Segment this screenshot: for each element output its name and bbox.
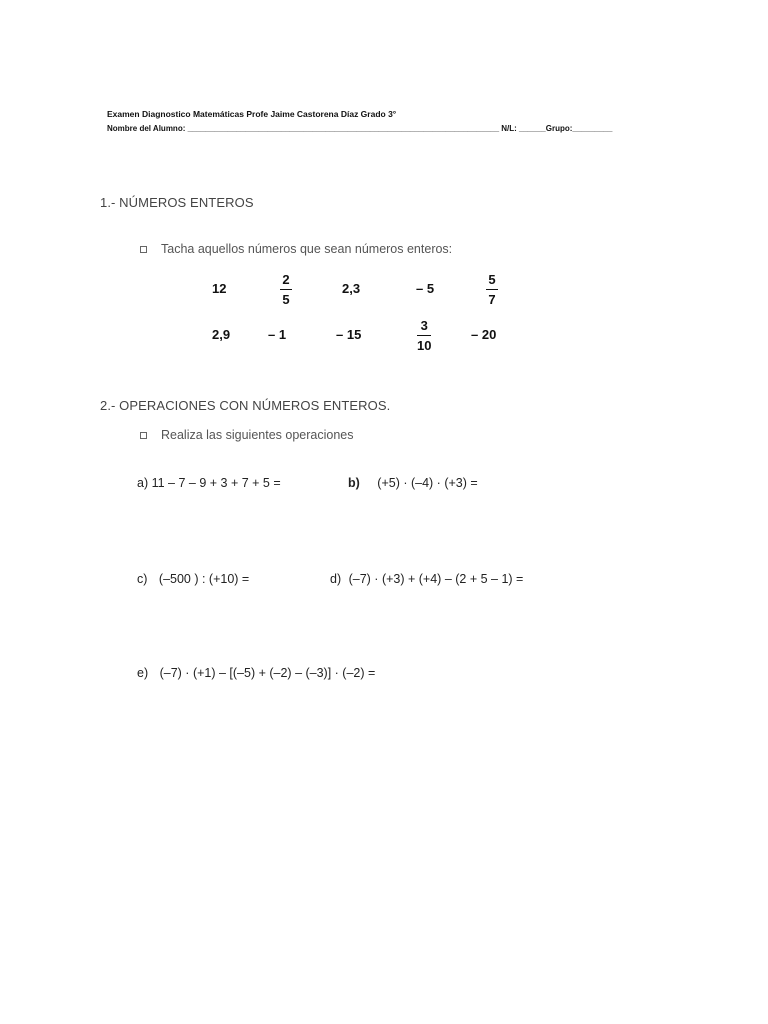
section-1-instruction [140, 242, 452, 256]
number-item: 2,3 [342, 281, 361, 296]
section-1-title: 1.- NÚMEROS ENTEROS [100, 195, 254, 210]
fraction-item [280, 272, 292, 307]
operation-expression: (–7) · (+3) + (+4) – (2 + 5 – 1) = [348, 572, 524, 586]
section-2-title: 2.- OPERACIONES CON NÚMEROS ENTEROS. [100, 398, 391, 413]
fraction-denominator: 7 [488, 292, 496, 307]
number-item: – 20 [471, 327, 497, 342]
operation-label: c) [137, 572, 148, 586]
student-info-line: Nombre del Alumno: ______________________________________________________________________ N/L: ______Grupo:_________ [107, 124, 613, 133]
checkbox-bullet-icon [140, 246, 147, 253]
number-item: – 5 [416, 281, 435, 296]
fraction-denominator: 5 [282, 292, 290, 307]
checkbox-bullet-icon [140, 432, 147, 439]
fraction-bar [417, 335, 431, 336]
operation-c [137, 572, 249, 586]
operation-expression: (+5) · (–4) · (+3) = [377, 476, 478, 490]
number-item: 12 [212, 281, 227, 296]
operation-label: b) [348, 476, 360, 490]
fraction-numerator: 3 [420, 318, 428, 333]
operation-label: a) [137, 476, 149, 490]
fraction-item [417, 318, 431, 353]
exam-title: Examen Diagnostico Matemáticas Profe Jaime Castorena Díaz Grado 3° [107, 109, 397, 119]
operation-expression: (–500 ) : (+10) = [158, 572, 250, 586]
operation-e [137, 666, 375, 680]
instruction-text: Tacha aquellos números que sean números enteros: [161, 242, 453, 256]
number-item: 2,9 [212, 327, 231, 342]
operation-d [330, 572, 523, 586]
operation-b [348, 476, 478, 490]
fraction-denominator: 10 [417, 338, 432, 353]
instruction-text: Realiza las siguientes operaciones [161, 428, 354, 442]
fraction-item [486, 272, 498, 307]
fraction-numerator: 5 [488, 272, 496, 287]
operation-a [137, 476, 281, 490]
fraction-numerator: 2 [282, 272, 290, 287]
fraction-bar [280, 289, 292, 290]
number-item: – 1 [268, 327, 287, 342]
operation-expression: 11 – 7 – 9 + 3 + 7 + 5 = [151, 476, 281, 490]
fraction-bar [486, 289, 498, 290]
operation-label: e) [137, 666, 149, 680]
operation-label: d) [330, 572, 342, 586]
operation-expression: (–7) · (+1) – [(–5) + (–2) – (–3)] · (–2) = [159, 666, 376, 680]
section-2-instruction [140, 428, 353, 442]
number-item: – 15 [336, 327, 362, 342]
